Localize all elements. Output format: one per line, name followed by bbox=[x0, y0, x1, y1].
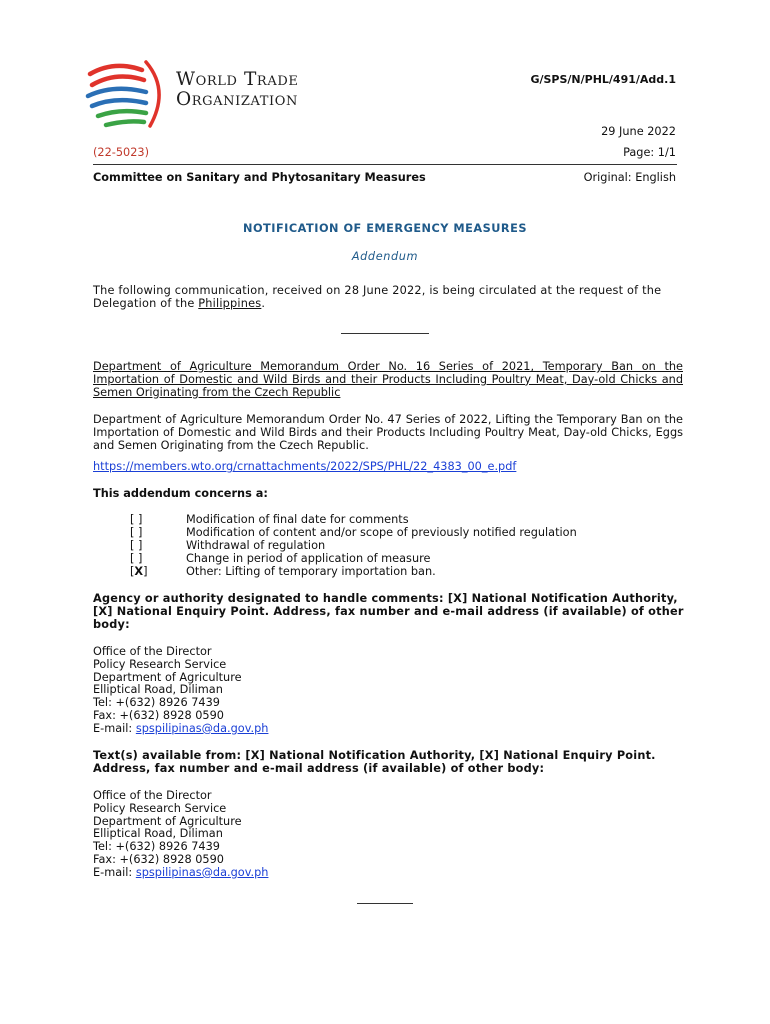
option-label: Change in period of application of measure bbox=[186, 552, 431, 565]
intro-text: The following communication, received on 28 June 2022, is being circulated at the request of the Delegation of the bbox=[93, 284, 662, 310]
address-line: Policy Research Service bbox=[93, 801, 227, 815]
email-link[interactable]: spspilipinas@da.gov.ph bbox=[135, 865, 269, 879]
org-name-line2: Organization bbox=[176, 89, 298, 110]
email-line: E-mail: spspilipinas@da.gov.ph bbox=[93, 865, 269, 879]
original-language: Original: English bbox=[583, 171, 676, 184]
option-label: Other: Lifting of temporary importation ban. bbox=[186, 565, 436, 578]
intro-end: . bbox=[261, 297, 266, 310]
intro-paragraph bbox=[93, 284, 683, 310]
agency-heading: Agency or authority designated to handle comments: [X] National Notification Authority, [X] National Enquiry Point. Address, fax number and e-mail address (if available) of other body: bbox=[93, 592, 684, 631]
attachment-link[interactable]: https://members.wto.org/crnattachments/2022/SPS/PHL/22_4383_00_e.pdf bbox=[93, 460, 517, 473]
address-block-comments bbox=[93, 646, 268, 736]
org-name-line1: World Trade bbox=[176, 69, 299, 90]
option-label: Modification of content and/or scope of previously notified regulation bbox=[186, 526, 577, 539]
option-checkbox-checked: [X] bbox=[130, 565, 148, 578]
document-reference: G/SPS/N/PHL/491/Add.1 bbox=[530, 73, 676, 86]
option-label: Modification of final date for comments bbox=[186, 513, 409, 526]
committee-name: Committee on Sanitary and Phytosanitary Measures bbox=[93, 171, 426, 184]
phone-number: Tel: +(632) 8926 7439 bbox=[93, 840, 220, 854]
address-line: Office of the Director bbox=[93, 645, 212, 658]
end-divider bbox=[357, 903, 413, 904]
header-divider bbox=[93, 164, 677, 165]
email-link[interactable]: spspilipinas@da.gov.ph bbox=[135, 721, 269, 735]
address-line: Department of Agriculture bbox=[93, 814, 242, 828]
memorandum-order-47: Department of Agriculture Memorandum Order No. 47 Series of 2022, Lifting the Temporary Ban on the Importation of Domestic and Wild Birds and their Products Including Poultry Meat, Day-old Chicks, Eggs and Semen Originating from the Czech Republic. bbox=[93, 413, 683, 452]
address-line: Elliptical Road, Diliman bbox=[93, 827, 223, 841]
phone-number: Tel: +(632) 8926 7439 bbox=[93, 696, 220, 710]
page-title: NOTIFICATION OF EMERGENCY MEASURES bbox=[243, 222, 527, 235]
document-date: 29 June 2022 bbox=[601, 125, 676, 138]
option-checkbox: [ ] bbox=[130, 552, 143, 565]
option-checkbox: [ ] bbox=[130, 539, 143, 552]
document-number: (22-5023) bbox=[93, 146, 150, 159]
address-line: Department of Agriculture bbox=[93, 670, 242, 684]
option-label: Withdrawal of regulation bbox=[186, 539, 326, 552]
page-subtitle: Addendum bbox=[351, 250, 419, 263]
fax-number: Fax: +(632) 8928 0590 bbox=[93, 708, 224, 722]
intro-country: Philippines bbox=[198, 297, 262, 310]
concerns-heading: This addendum concerns a: bbox=[93, 487, 268, 500]
address-line: Elliptical Road, Diliman bbox=[93, 683, 223, 697]
address-block-texts bbox=[93, 790, 268, 880]
memorandum-order-16: Department of Agriculture Memorandum Order No. 16 Series of 2021, Temporary Ban on the Importation of Domestic and Wild Birds and their Products Including Poultry Meat, Day-old Chicks and Semen Originating from the Czech Republic bbox=[93, 360, 683, 399]
email-line: E-mail: spspilipinas@da.gov.ph bbox=[93, 721, 269, 735]
section-divider bbox=[341, 333, 429, 334]
address-line: Policy Research Service bbox=[93, 657, 227, 671]
option-checkbox: [ ] bbox=[130, 513, 143, 526]
wto-logo bbox=[84, 56, 176, 130]
texts-available-heading: Text(s) available from: [X] National Notification Authority, [X] National Enquiry Point. Address, fax number and e-mail address (if available) of other body: bbox=[93, 749, 656, 775]
page-number: Page: 1/1 bbox=[623, 146, 676, 159]
option-checkbox: [ ] bbox=[130, 526, 143, 539]
org-name bbox=[176, 70, 298, 110]
fax-number: Fax: +(632) 8928 0590 bbox=[93, 852, 224, 866]
address-line: Office of the Director bbox=[93, 789, 212, 802]
